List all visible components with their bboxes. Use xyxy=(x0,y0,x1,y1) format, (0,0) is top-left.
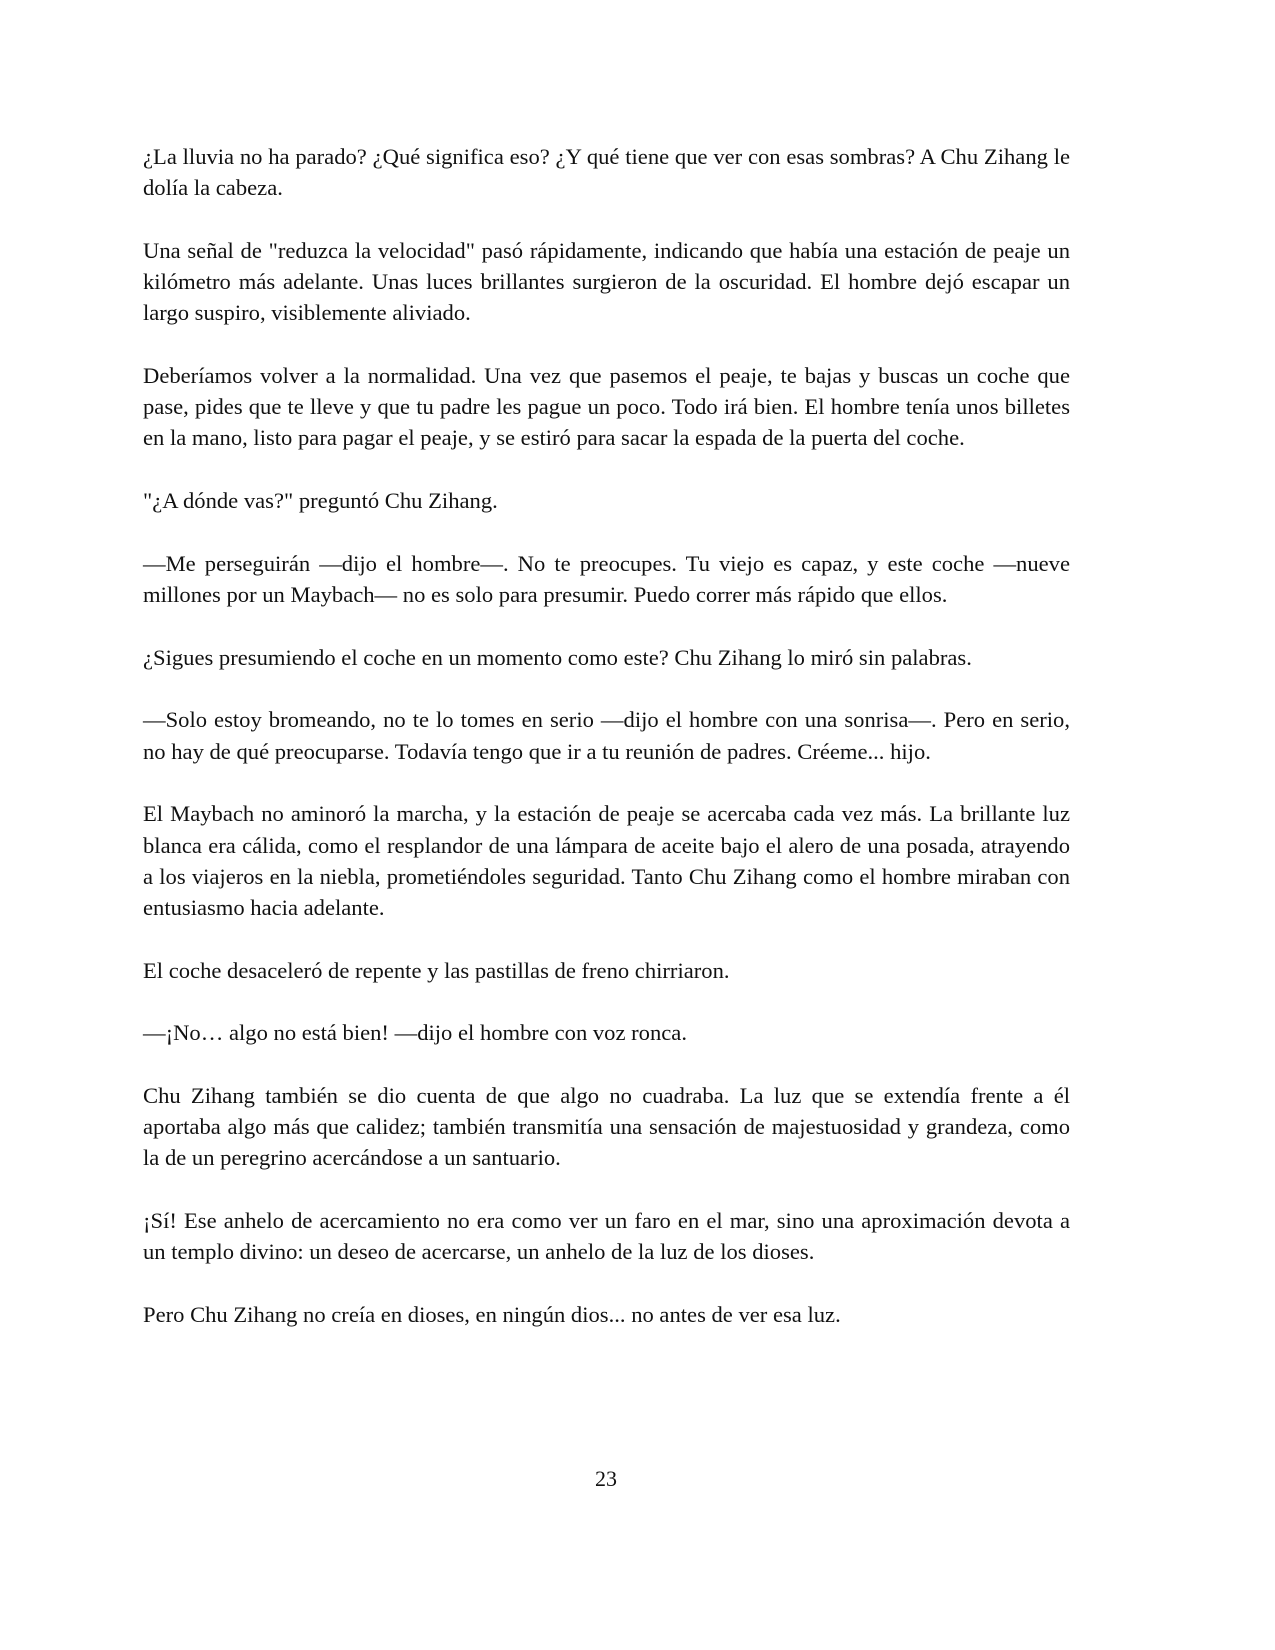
paragraph: ¿La lluvia no ha parado? ¿Qué significa eso? ¿Y qué tiene que ver con esas sombras? A Chu Zihang le dolía la cabeza. xyxy=(143,144,1070,201)
paragraph: —Me perseguirán —dijo el hombre—. No te preocupes. Tu viejo es capaz, y este coche —nueve millones por un Maybach— no es solo para presumir. Puedo correr más rápido que ellos. xyxy=(143,550,1070,608)
paragraph: El Maybach no aminoró la marcha, y la estación de peaje se acercaba cada vez más. La brillante luz blanca era cálida, como el resplandor de una lámpara de aceite bajo el alero de una posada, atrayendo a los viajeros en la niebla, prometiéndoles seguridad. Tanto Chu Zihang como el hombre miraban con entusiasmo hacia adelante. xyxy=(143,801,1070,920)
paragraph: Deberíamos volver a la normalidad. Una vez que pasemos el peaje, te bajas y buscas un coche que pase, pides que te lleve y que tu padre les pague un poco. Todo irá bien. El hombre tenía unos billetes en la mano, listo para pagar el peaje, y se estiró para sacar la espada de la puerta del coche. xyxy=(143,363,1070,451)
paragraph: Una señal de "reduzca la velocidad" pasó rápidamente, indicando que había una estación de peaje un kilómetro más adelante. Unas luces brillantes surgieron de la oscuridad. El hombre dejó escapar un largo suspiro, visiblemente aliviado. xyxy=(143,237,1070,326)
page-body xyxy=(143,141,1070,1362)
paragraph: Chu Zihang también se dio cuenta de que algo no cuadraba. La luz que se extendía frente a él aportaba algo más que calidez; también transmitía una sensación de majestuosidad y grandeza, como la de un peregrino acercándose a un santuario. xyxy=(143,1083,1070,1171)
paragraph: ¡Sí! Ese anhelo de acercamiento no era como ver un faro en el mar, sino una aproximación devota a un templo divino: un deseo de acercarse, un anhelo de la luz de los dioses. xyxy=(143,1208,1070,1265)
paragraph: "¿A dónde vas?" preguntó Chu Zihang. xyxy=(143,488,498,514)
paragraph: —Solo estoy bromeando, no te lo tomes en serio —dijo el hombre con una sonrisa—. Pero en serio, no hay de qué preocuparse. Todavía tengo que ir a tu reunión de padres. Créeme... hijo. xyxy=(143,707,1070,764)
paragraph: El coche desaceleró de repente y las pastillas de freno chirriaron. xyxy=(143,957,730,983)
paragraph: Pero Chu Zihang no creía en dioses, en ningún dios... no antes de ver esa luz. xyxy=(143,1302,841,1328)
paragraph: —¡No… algo no está bien! —dijo el hombre con voz ronca. xyxy=(143,1020,687,1046)
paragraph: ¿Sigues presumiendo el coche en un momento como este? Chu Zihang lo miró sin palabras. xyxy=(143,644,972,670)
page-number: 23 xyxy=(595,1466,617,1491)
